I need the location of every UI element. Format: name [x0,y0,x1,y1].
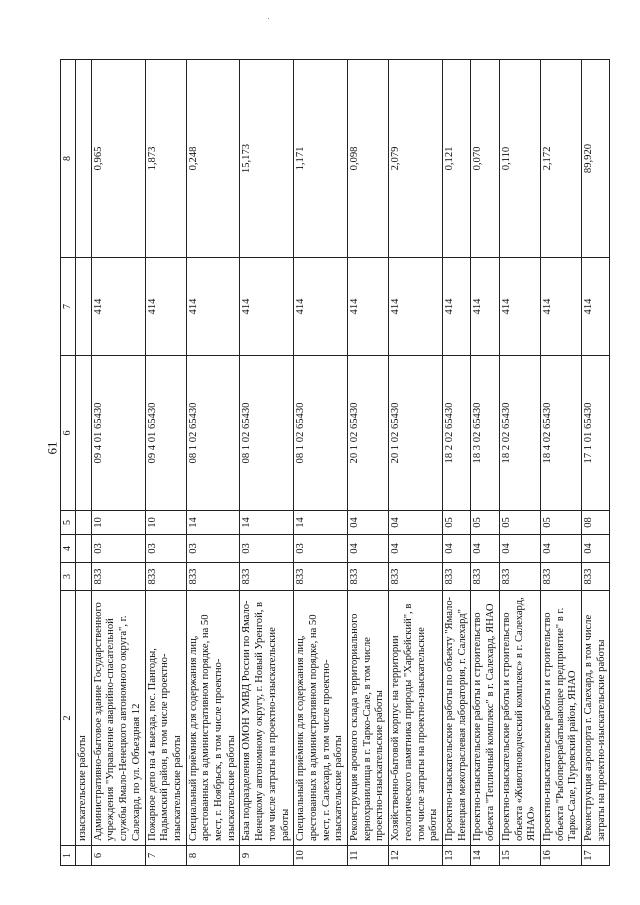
cell-c6: 08 1 02 65430 [294,356,348,511]
column-header-5: 5 [61,511,76,535]
cell-c7: 414 [471,258,499,356]
cell-name: Специальный приёмник для содержания лиц, арестованных в административном порядке, на 50 мест, г. Ноябрьск, в том числе проектно-изыскательские работы [186,591,240,846]
cell-c8: 0,121 [442,60,470,258]
cell-no: 6 [91,846,145,866]
cell-name: База подразделения ОМОН УМВД России по Ямало-Ненецкому автономному округу, г. Новый Уренгой, в том числе затраты на проектно-изыскательские работы [240,591,294,846]
cell-c4: 04 [499,535,540,563]
column-header-1: 1 [61,846,76,866]
cell-c4: 04 [348,535,389,563]
column-header-8: 8 [61,60,76,258]
cell-c5: 14 [294,511,348,535]
cell-c4: 03 [145,535,186,563]
cell-c5: 14 [240,511,294,535]
cell-c5: 14 [186,511,240,535]
cell-c7: 414 [582,258,610,356]
table-row [348,60,389,866]
column-header-3: 3 [61,563,76,591]
cell-c6: 20 1 02 65430 [389,356,443,511]
cell-name: Административно-бытовое здание Государственного учреждения "Управление аварийно-спасательной службы Ямало-Ненецкого автономного округа", г. Салехард, по ул. Объездная 12 [91,591,145,846]
cell-c8: 2,079 [389,60,443,258]
cell-c6: 17 1 01 65430 [582,356,610,511]
cell-c3: 833 [540,563,581,591]
cell-c4: 03 [186,535,240,563]
cell-no: 15 [499,846,540,866]
cell-no: 16 [540,846,581,866]
cell-c7: 414 [294,258,348,356]
cell-c3: 833 [442,563,470,591]
scan-dot [268,18,269,19]
cell-c5: 08 [582,511,610,535]
cell-name: Хозяйственно-бытовой корпус на территории геологического памятника природы "Харбейский", в том числе затраты на проектно-изыскательские работы [389,591,443,846]
cell-c8: 0,248 [186,60,240,258]
cell-c6: 08 1 02 65430 [186,356,240,511]
cell-name: Проектно-изыскательские работы и строительство объекта "Рыбоперерабатывающее предприятие" в г. Тарко-Сале, Пуровский район, ЯНАО [540,591,581,846]
table-row [145,60,186,866]
cell-c4: 04 [582,535,610,563]
continuation-row [76,60,92,866]
cell-no: 10 [294,846,348,866]
table-row [91,60,145,866]
cell-c3: 833 [91,563,145,591]
table-row [442,60,470,866]
cell-no: 11 [348,846,389,866]
cell-no [76,846,92,866]
cell-c6: 09 4 01 65430 [91,356,145,511]
column-header-7: 7 [61,258,76,356]
table-row [499,60,540,866]
cell-c4: 03 [294,535,348,563]
cell-c7: 414 [240,258,294,356]
cell-c5: 10 [145,511,186,535]
cell-c4: 04 [389,535,443,563]
budget-table [60,59,610,866]
cell-c7: 414 [348,258,389,356]
cell-name: Проектно-изыскательские работы по объекту "Ямало-Ненецкая межотраслевая лаборатория, г. Салехард" [442,591,470,846]
cell-name: Пожарное депо на 4 выезда, пос. Пангоды, Надымский район, в том числе проектно-изыскательские работы [145,591,186,846]
cell-c8: 0,098 [348,60,389,258]
table-row [294,60,348,866]
cell-c8: 0,110 [499,60,540,258]
cell-c5: 05 [442,511,470,535]
cell-c3: 833 [186,563,240,591]
table-container [60,60,607,866]
cell-c8: 0,070 [471,60,499,258]
cell-c6: 18 2 02 65430 [442,356,470,511]
cell-c6: 09 4 01 65430 [145,356,186,511]
cell-c7: 414 [442,258,470,356]
cell-c7: 414 [91,258,145,356]
cell-c4: 03 [91,535,145,563]
cell-no: 14 [471,846,499,866]
table-row [540,60,581,866]
column-header-4: 4 [61,535,76,563]
cell-c8: 1,873 [145,60,186,258]
cell-no: 17 [582,846,610,866]
page-number: 61 [44,441,60,455]
cell-c3: 833 [294,563,348,591]
cell-c3: 833 [389,563,443,591]
cell-c3: 833 [240,563,294,591]
cell-c7: 414 [499,258,540,356]
cell-name: Реконструкция аэропорта г. Салехард, в том числе затраты на проектно-изыскательские работы [582,591,610,846]
cell-c3: 833 [499,563,540,591]
cell-c6: 18 3 02 65430 [471,356,499,511]
header-row [61,60,76,866]
cell-no: 8 [186,846,240,866]
cell-c7: 414 [540,258,581,356]
cell-c5: 05 [471,511,499,535]
cell-c7: 414 [389,258,443,356]
table-row [186,60,240,866]
cell-no: 9 [240,846,294,866]
cell-c5: 04 [389,511,443,535]
cell-c6: 18 2 02 65430 [499,356,540,511]
cell-name: Реконструкция арочного склада территориального кернохранилища в г. Тарко-Сале, в том числе проектно-изыскательские работы [348,591,389,846]
table-row [582,60,610,866]
table-row [389,60,443,866]
cell-c5: 05 [540,511,581,535]
cell-c3: 833 [471,563,499,591]
cell-no: 12 [389,846,443,866]
cell-c8: 89,920 [582,60,610,258]
column-header-6: 6 [61,356,76,511]
cell-name: изыскательские работы [76,591,92,846]
cell-c3: 833 [145,563,186,591]
column-header-2: 2 [61,591,76,846]
cell-c6: 18 4 02 65430 [540,356,581,511]
cell-c5: 10 [91,511,145,535]
cell-name: Проектно-изыскательские работы и строительство объекта «Животноводческий комплекс» в г. Салехард, ЯНАО» [499,591,540,846]
cell-c5: 04 [348,511,389,535]
cell-c7: 414 [186,258,240,356]
cell-c3: 833 [582,563,610,591]
cell-c8: 2,172 [540,60,581,258]
table-row [471,60,499,866]
cell-c8: 0,965 [91,60,145,258]
cell-c5: 05 [499,511,540,535]
cell-c4: 04 [540,535,581,563]
cell-c6: 20 1 02 65430 [348,356,389,511]
cell-c4: 03 [240,535,294,563]
cell-c8: 1,171 [294,60,348,258]
table-row [240,60,294,866]
table-body [76,60,610,866]
cell-c6: 08 1 02 65430 [240,356,294,511]
cell-no: 7 [145,846,186,866]
cell-c8: 15,173 [240,60,294,258]
cell-c4: 04 [442,535,470,563]
cell-name: Специальный приёмник для содержания лиц, арестованных в административном порядке, на 50 мест, г. Салехард, в том числе проектно-изыскательские работы [294,591,348,846]
cell-no: 13 [442,846,470,866]
cell-c4: 04 [471,535,499,563]
rotated-page-content [60,60,607,866]
cell-name: Проектно-изыскательские работы и строительство объекта "Тепличный комплекс" в г. Салехард, ЯНАО [471,591,499,846]
cell-c7: 414 [145,258,186,356]
cell-c3: 833 [348,563,389,591]
